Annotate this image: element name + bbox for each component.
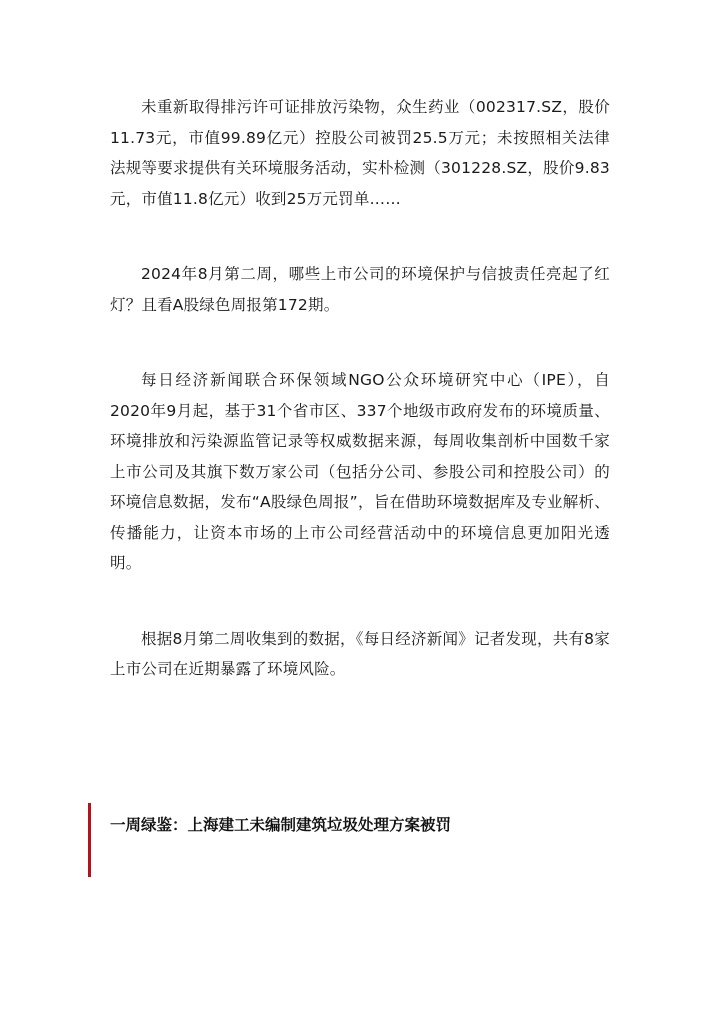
article-body [110, 92, 610, 730]
section-heading-block [88, 803, 628, 877]
paragraph-findings: 根据8月第二周收集到的数据，《每日经济新闻》记者发现，共有8家上市公司在近期暴露了环境风险。 [110, 629, 610, 678]
paragraph-report-background: 每日经济新闻联合环保领域NGO公众环境研究中心（IPE），自2020年9月起，基于31个省市区、337个地级市政府发布的环境质量、环境排放和污染源监管记录等权威数据来源，每周收集剖析中国数千家上市公司及其旗下数万家公司（包括分公司、参股公司和控股公司）的环境信息数据，发布“A股绿色周报”，旨在借助环境数据库及专业解析、传播能力，让资本市场的上市公司经营活动中的环境信息更加阳光透明。 [110, 371, 610, 572]
paragraph-weekly-intro: 2024年8月第二周，哪些上市公司的环境保护与信披责任亮起了红灯？且看A股绿色周报第172期。 [110, 265, 610, 314]
paragraph-penalty-summary: 未重新取得排污许可证排放污染物，众生药业（002317.SZ，股价11.73元，市值99.89亿元）控股公司被罚25.5万元；未按照相关法律法规等要求提供有关环境服务活动，实朴检测（301228.SZ，股价9.83元，市值11.8亿元）收到25万元罚单…… [110, 98, 610, 208]
section-heading: 一周绿鉴：上海建工未编制建筑垃圾处理方案被罚 [110, 816, 452, 834]
